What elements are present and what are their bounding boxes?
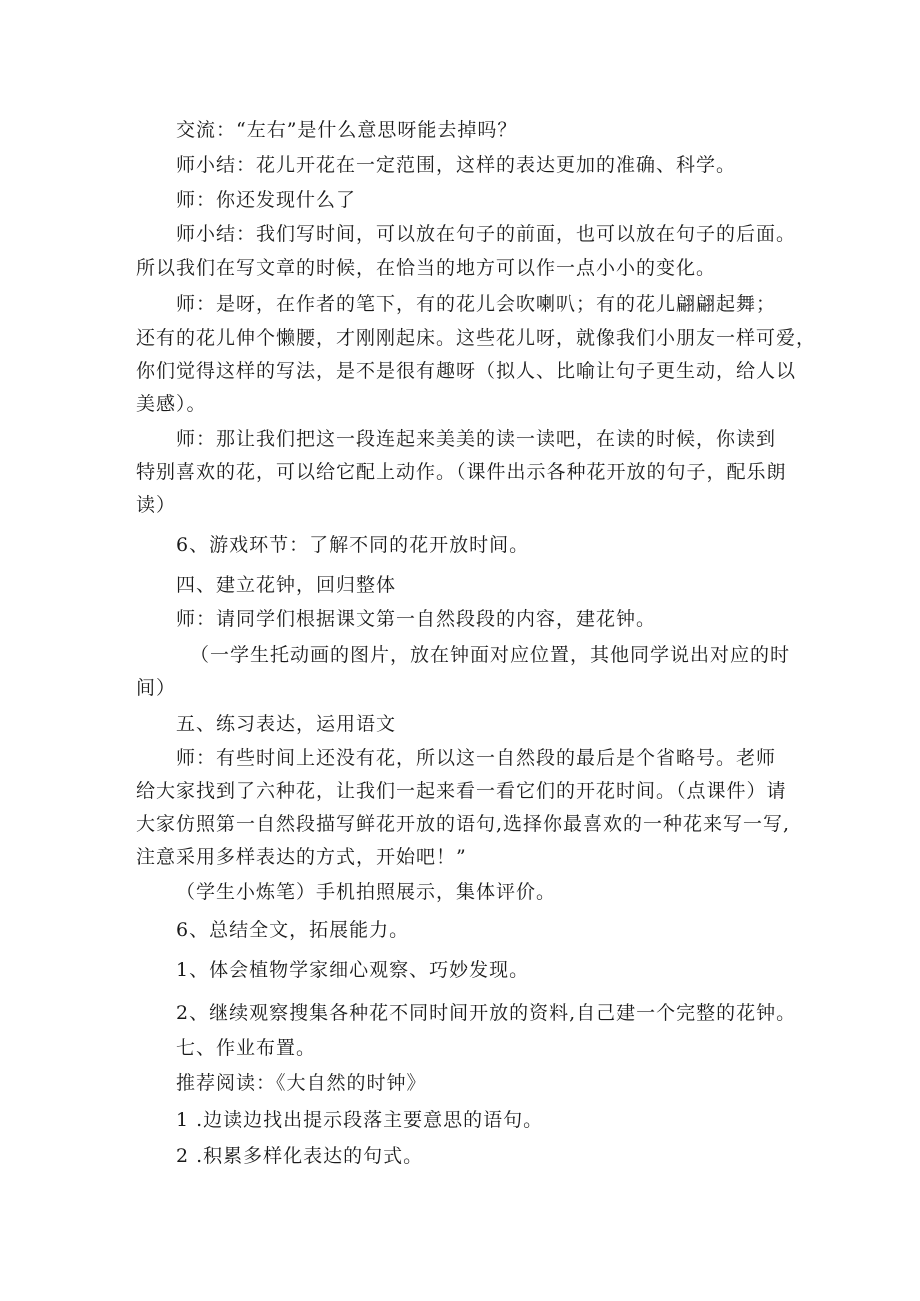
text-line: （一学生托动画的图片，放在钟面对应位置，其他同学说出对应的时 xyxy=(190,644,791,666)
text-line: 师：请同学们根据课文第一自然段段的内容，建花钟。 xyxy=(176,608,657,630)
list-item: 2、继续观察搜集各种花不同时间开放的资料,自己建一个完整的花钟。 xyxy=(176,1002,797,1024)
text-line: 师：有些时间上还没有花，所以这一自然段的最后是个省略号。老师 xyxy=(176,747,777,769)
list-item: 1、体会植物学家细心观察、巧妙发现。 xyxy=(176,959,530,981)
text-line: 美感）。 xyxy=(136,393,207,415)
text-line: （学生小炼笔）手机拍照展示，集体评价。 xyxy=(176,881,557,903)
text-line: 特别喜欢的花，可以给它配上动作。（课件出示各种花开放的句子，配乐朗 xyxy=(136,461,787,483)
text-line: 大家仿照第一自然段描写鲜花开放的语句,选择你最喜欢的一种花来写一写, xyxy=(136,813,791,835)
section-heading: 五、练习表达，运用语文 xyxy=(176,713,397,735)
text-line: 推荐阅读：《大自然的时钟》 xyxy=(176,1072,427,1094)
text-line: 师：是呀，在作者的笔下，有的花儿会吹喇叭；有的花儿翩翩起舞； xyxy=(176,293,777,315)
text-line: 师：那让我们把这一段连起来美美的读一读吧，在读的时候，你读到 xyxy=(176,428,777,450)
text-line: 6、总结全文，拓展能力。 xyxy=(176,919,410,941)
section-heading: 四、建立花钟，回归整体 xyxy=(176,574,397,596)
text-line: 给大家找到了六种花，让我们一起来看一看它们的开花时间。（点课件）请 xyxy=(136,780,787,802)
text-line: 师小结：花儿开花在一定范围，这样的表达更加的准确、科学。 xyxy=(176,154,737,176)
text-line: 师：你还发现什么了 xyxy=(176,189,357,211)
text-line: 读） xyxy=(136,494,177,516)
text-line: 还有的花儿伸个懒腰，才刚刚起床。这些花儿呀，就像我们小朋友一样可爱， xyxy=(136,327,817,349)
text-line: 间） xyxy=(136,677,177,699)
list-item: 1 .边读边找出提示段落主要意思的语句。 xyxy=(176,1109,544,1131)
text-line: 你们觉得这样的写法，是不是很有趣呀（拟人、比喻让句子更生动，给人以 xyxy=(136,360,797,382)
text-line: 交流：“左右”是什么意思呀能去掉吗？ xyxy=(176,119,518,141)
text-line: 6、游戏环节：了解不同的花开放时间。 xyxy=(176,534,530,556)
section-heading: 七、作业布置。 xyxy=(176,1037,317,1059)
text-line: 师小结：我们写时间，可以放在句子的前面，也可以放在句子的后面。 xyxy=(176,223,797,245)
text-line: 所以我们在写文章的时候，在恰当的地方可以作一点小小的变化。 xyxy=(136,257,717,279)
list-item: 2 .积累多样化表达的句式。 xyxy=(176,1145,424,1167)
text-line: 注意采用多样表达的方式，开始吧！” xyxy=(136,846,467,868)
